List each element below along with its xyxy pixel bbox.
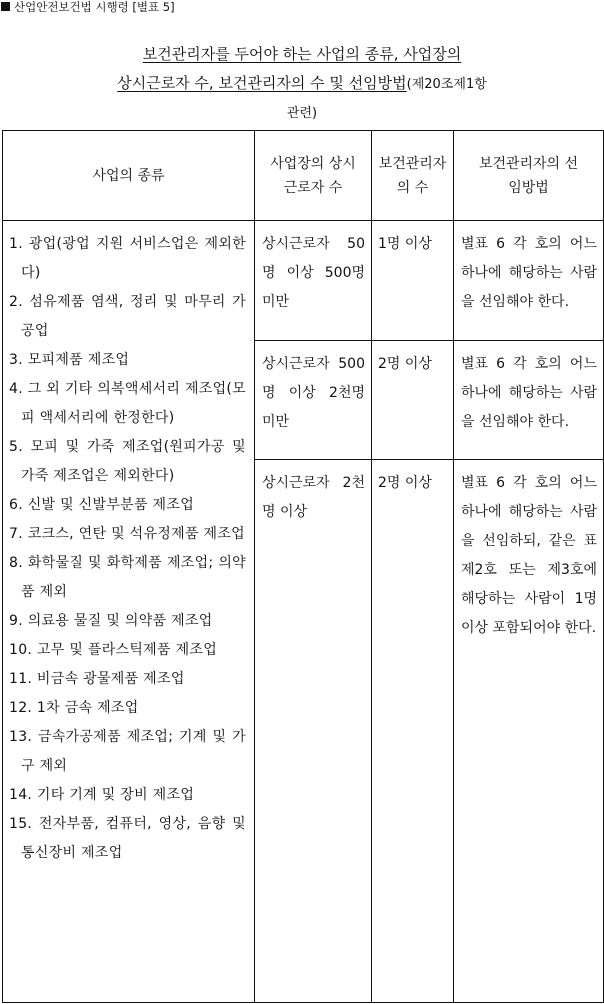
industry-item: 11. 비금속 광물제품 제조업 [9, 671, 185, 687]
industry-item: 1. 광업(광업 지원 서비스업은 제외한다) [9, 236, 246, 281]
square-bullet-icon [1, 2, 10, 11]
count-text: 2명 이상 [378, 356, 432, 372]
industry-item: 5. 모피 및 가죽 제조업(원피가공 및 가죽 제조업은 제외한다) [9, 439, 246, 484]
header-method-text: 보건관리자의 선임방법 [478, 155, 579, 196]
workers-text: 상시근로자 500명 이상 2천명 미만 [262, 356, 365, 430]
workers-text: 상시근로자 2천명 이상 [262, 475, 365, 520]
title-line-1 [0, 40, 604, 69]
count-cell [372, 341, 454, 460]
header-workers-text: 사업장의 상시근로자 수 [270, 155, 356, 196]
industry-item: 6. 신발 및 신발부분품 제조업 [9, 497, 195, 513]
method-cell [454, 341, 604, 460]
method-text: 별표 6 각 호의 어느 하나에 해당하는 사람을 선임해야 한다. [461, 236, 597, 310]
industry-item: 8. 화학물질 및 화학제품 제조업; 의약품 제외 [9, 555, 246, 600]
industry-list [3, 221, 254, 868]
method-text: 별표 6 각 호의 어느 하나에 해당하는 사람을 선임하되, 같은 표 제2호 또는 제3호에 해당하는 사람이 1명 이상 포함되어야 한다. [461, 475, 597, 636]
industry-item: 4. 그 외 기타 의복액세서리 제조업(모피 액세서리에 한정한다) [9, 381, 247, 426]
industry-item: 14. 기타 기계 및 장비 제조업 [9, 787, 195, 803]
table-header-row [3, 131, 604, 221]
count-text: 1명 이상 [378, 236, 432, 252]
industry-item: 2. 섬유제품 염색, 정리 및 마무리 가공업 [9, 294, 246, 339]
industry-item: 7. 코크스, 연탄 및 석유정제품 제조업 [9, 526, 245, 542]
table-row [3, 221, 604, 341]
industry-item: 15. 전자부품, 컴퓨터, 영상, 음향 및 통신장비 제조업 [9, 816, 246, 861]
header-count [372, 131, 454, 221]
title-line-2-text: 상시근로자 수, 보건관리자의 수 및 선임방법 [117, 74, 407, 92]
header-industry: 사업의 종류 [3, 131, 255, 221]
industry-item: 12. 1차 금속 제조업 [9, 700, 139, 716]
industry-list-cell [3, 221, 255, 1003]
industry-item: 10. 고무 및 플라스틱제품 제조업 [9, 642, 218, 658]
workers-cell [255, 221, 372, 341]
health-manager-table [2, 130, 604, 1003]
header-text: 산업안전보건법 시행령 [별표 5] [14, 0, 175, 14]
method-cell [454, 221, 604, 341]
industry-item: 3. 모피제품 제조업 [9, 352, 130, 368]
count-text: 2명 이상 [378, 475, 432, 491]
workers-text: 상시근로자 50명 이상 500명 미만 [262, 236, 365, 310]
industry-item: 9. 의료용 물질 및 의약품 제조업 [9, 613, 213, 629]
count-cell [372, 221, 454, 341]
title-reference: (제20조제1항 [406, 77, 487, 92]
page-title [0, 40, 604, 128]
method-text: 별표 6 각 호의 어느 하나에 해당하는 사람을 선임해야 한다. [461, 356, 597, 430]
header-workers [255, 131, 372, 221]
title-line-1-text: 보건관리자를 두어야 하는 사업의 종류, 사업장의 [142, 45, 462, 63]
title-line-2 [0, 69, 604, 99]
method-cell [454, 460, 604, 1003]
workers-cell [255, 460, 372, 1003]
header-method [454, 131, 604, 221]
count-cell [372, 460, 454, 1003]
title-line-3: 관련) [286, 106, 318, 121]
industry-item: 13. 금속가공제품 제조업; 기계 및 가구 제외 [9, 729, 246, 774]
header-count-text: 보건관리자의 수 [378, 155, 447, 196]
document-header [0, 0, 175, 16]
workers-cell [255, 341, 372, 460]
